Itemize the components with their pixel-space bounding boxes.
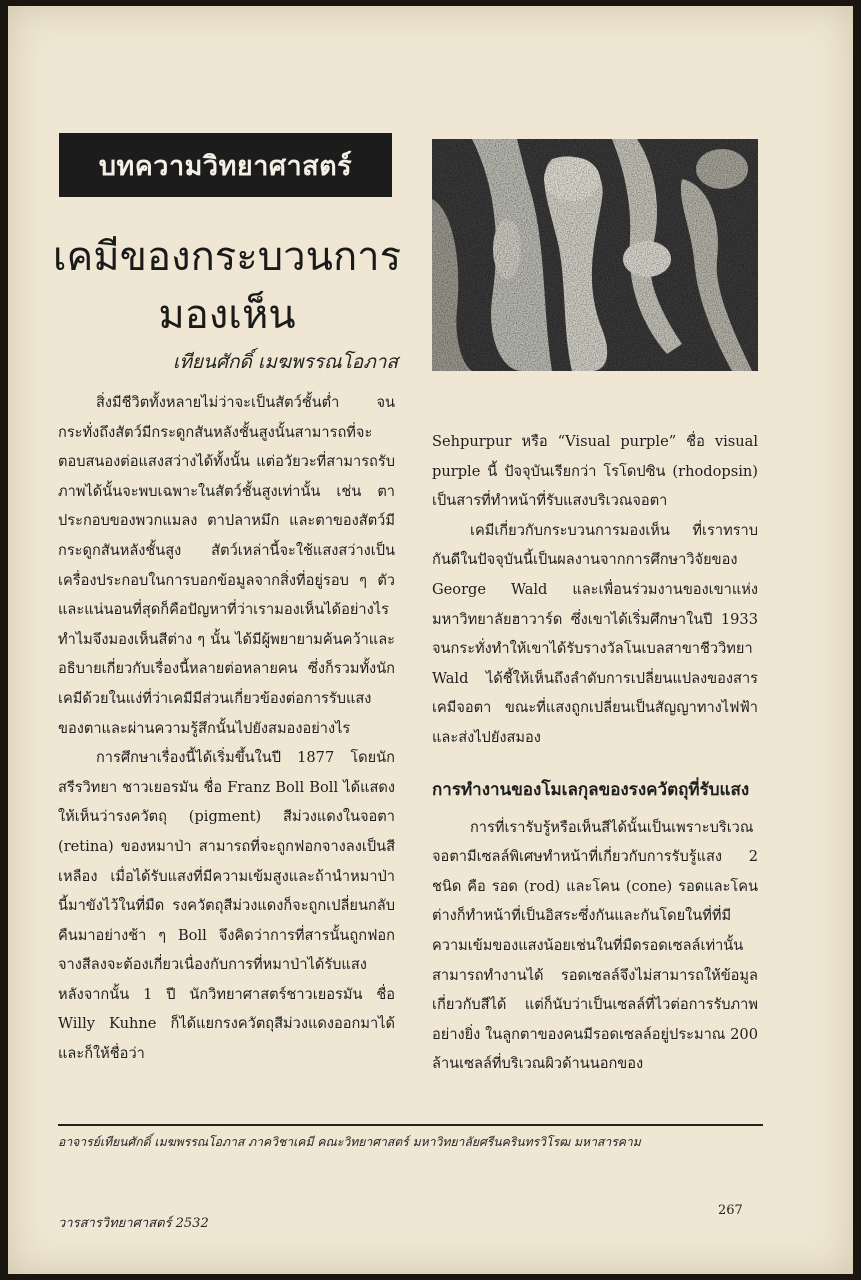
paragraph: Sehpurpur หรือ “Visual purple” ชื่อ visual purple นี้ ปัจจุบันเรียกว่า โรโดปซิน (rhodopsin) เป็นสารที่ทำหน้าที่รับแสงบริเวณจอตา (432, 433, 758, 510)
author-affiliation-footnote: อาจารย์เทียนศักดิ์ เมฆพรรณโอภาส ภาควิชาเคมี คณะวิทยาศาสตร์ มหาวิทยาลัยศรีนครินทรวิโรฒ มหาสารคาม (58, 1135, 641, 1149)
paragraph: เคมีเกี่ยวกับกระบวนการมองเห็น ที่เราทราบกันดีในปัจจุบันนี้เป็นผลงานจากการศึกษาวิจัยของ George Wald และเพื่อนร่วมงานของเขาแห่งมหาวิทยาลัยฮาวาร์ด ซึ่งเขาได้เริ่มศึกษาในปี 1933 จนกระทั่งทำให้เขาได้รับรางวัลโนเบลสาขาชีววิทยา Wald ได้ชี้ให้เห็นถึงลำดับการเปลี่ยนแปลงของสารเคมีจอตา ขณะที่แสงถูกเปลี่ยนเป็นสัญญาทางไฟฟ้าและส่งไปยังสมอง (432, 521, 758, 746)
right-column (432, 427, 758, 1079)
section-label: บทความวิทยาศาสตร์ (59, 133, 392, 197)
left-column (58, 388, 395, 1069)
footnote-rule (58, 1124, 763, 1126)
title-line-2: มองเห็น (158, 292, 296, 338)
author-byline: เทียนศักดิ์ เมฆพรรณโอภาส (172, 351, 398, 373)
section-subheading: การทำงานของโมเลกุลของรงควัตถุที่รับแสง (432, 779, 750, 800)
article-title (52, 228, 402, 344)
journal-name: วารสารวิทยาศาสตร์ 2532 (58, 1216, 209, 1231)
title-line-1: เคมีของกระบวนการ (52, 234, 402, 280)
paragraph: การที่เรารับรู้หรือเห็นสีได้นั้นเป็นเพราะบริเวณจอตามีเซลล์พิเศษทำหน้าที่เกี่ยวกับการรับรู้แสง 2 ชนิด คือ รอด (rod) และโคน (cone) รอดและโคนต่างก็ทำหน้าที่เป็นอิสระซึ่งกันและกันโดยในที่ที่มีความเข้มของแสงน้อยเช่นในที่มืดรอดเซลล์เท่านั้นสามารถทำงานได้ รอดเซลล์จึงไม่สามารถให้ข้อมูลเกี่ยวกับสีได้ แต่ก็นับว่าเป็นเซลล์ที่ไวต่อการรับภาพอย่างยิ่ง ในลูกตาของคนมีรอดเซลล์อยู่ประมาณ 200 ล้านเซลล์ที่บริเวณผิวด้านนอกของ (432, 818, 758, 1073)
retina-cells-photo (432, 139, 758, 371)
paragraph: สิ่งมีชีวิตทั้งหลายไม่ว่าจะเป็นสัตว์ชั้นต่ำ จนกระทั่งถึงสัตว์มีกระดูกสันหลังชั้นสูงนั้นสามารถที่จะตอบสนองต่อแสงสว่างได้ทั้งนั้น แต่อวัยวะที่สามารถรับภาพได้นั้นจะพบเฉพาะในสัตว์ชั้นสูงเท่านั้น เช่น ตาประกอบของพวกแมลง ตาปลาหมึก และตาของสัตว์มีกระดูกสันหลังชั้นสูง สัตว์เหล่านี้จะใช้แสงสว่างเป็นเครื่องประกอบในการบอกข้อมูลจากสิ่งที่อยู่รอบ ๆ ตัว และแน่นอนที่สุดก็คือปัญหาที่ว่าเรามองเห็นได้อย่างไร ทำไมจึงมองเห็นสีต่าง ๆ นั้น ได้มีผู้พยายามค้นคว้าและอธิบายเกี่ยวกับเรื่องนี้หลายต่อหลายคน ซึ่งก็รวมทั้งนักเคมีด้วยในแง่ที่ว่าเคมีมีส่วนเกี่ยวข้องต่อการรับแสงของตาและผ่านความรู้สึกนั้นไปยังสมองอย่างไร (58, 394, 395, 737)
paragraph: การศึกษาเรื่องนี้ได้เริ่มขึ้นในปี 1877 โดยนักสรีรวิทยา ชาวเยอรมัน ชื่อ Franz Boll Boll ได้แสดงให้เห็นว่ารงควัตถุ (pigment) สีม่วงแดงในจอตา (retina) ของหมาป่า สามารถที่จะถูกฟอกจางลงเป็นสีเหลือง เมื่อได้รับแสงที่มีความเข้มสูงและถ้านำหมาป่านี้มาขังไว้ในที่มืด รงควัตถุสีม่วงแดงก็จะถูกเปลี่ยนกลับคืนมาอย่างช้า ๆ Boll จึงคิดว่าการที่สารนั้นถูกฟอกจางสีลงจะต้องเกี่ยวเนื่องกับการที่หมาป่าได้รับแสง หลังจากนั้น 1 ปี นักวิทยาศาสตร์ชาวเยอรมัน ชื่อ Willy Kuhne ก็ได้แยกรงควัตถุสีม่วงแดงออกมาได้ และก็ให้ชื่อว่า (58, 749, 395, 1063)
page-number: 267 (718, 1203, 743, 1218)
